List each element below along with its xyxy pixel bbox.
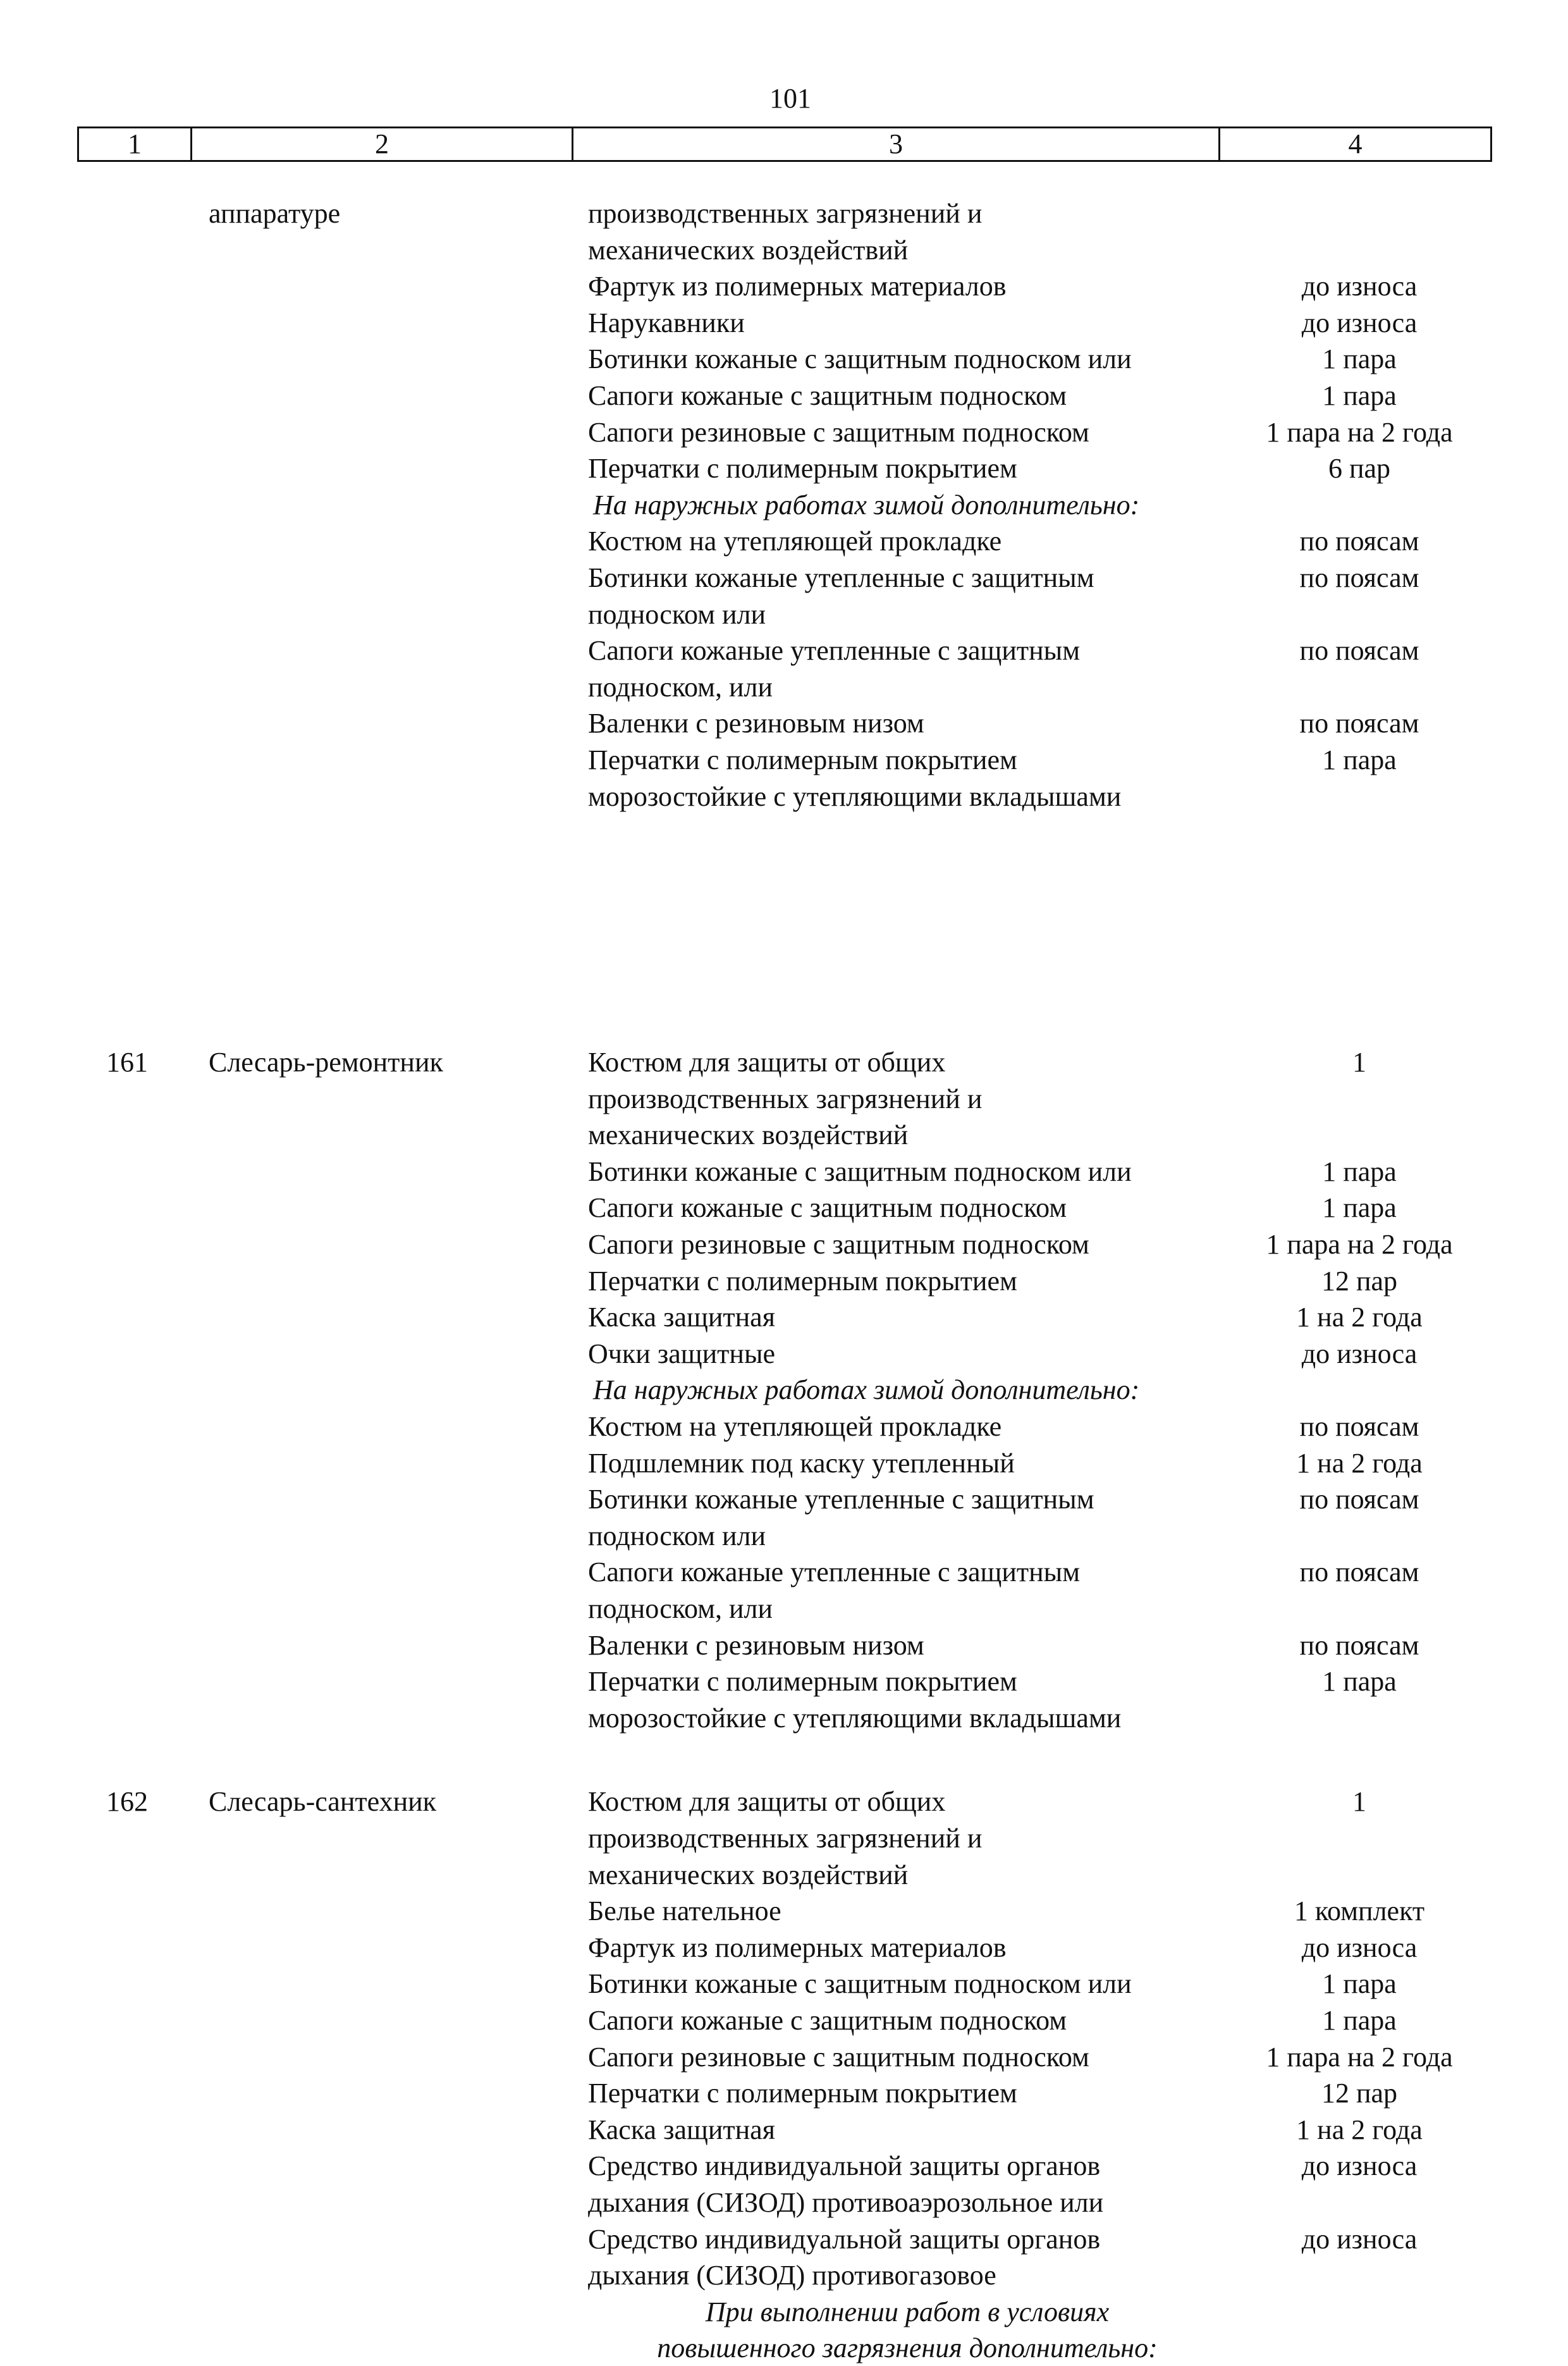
equipment-item: Белье нательное [588,1895,781,1926]
equipment-item: Ботинки кожаные утепленные с защитным [588,562,1094,593]
section-note: повышенного загрязнения дополнительно: [657,2332,1158,2363]
column-header-1: 1 [79,128,192,160]
quantity-norm: 1 пара [1322,1666,1397,1697]
equipment-item: подноском или [588,1520,766,1551]
section-note: При выполнении работ в условиях [705,2296,1110,2327]
quantity-norm: 12 пар [1321,2078,1398,2109]
quantity-norm: по поясам [1299,1484,1419,1515]
item-number: 161 [106,1047,148,1078]
quantity-norm: 1 комплект [1294,1895,1425,1926]
equipment-item: механических воздействий [588,235,909,266]
quantity-norm: по поясам [1299,708,1419,739]
item-number: 162 [106,1786,148,1817]
equipment-item: морозостойкие с утепляющими вкладышами [588,1703,1122,1734]
equipment-item: Средство индивидуальной защиты органов [588,2150,1101,2181]
equipment-item: Сапоги резиновые с защитным подноском [588,2042,1089,2073]
quantity-norm: до износа [1301,2224,1418,2255]
quantity-norm: 1 [1352,1786,1366,1817]
quantity-norm: 1 пара [1322,1192,1397,1223]
page-number: 101 [769,83,811,114]
quantity-norm: 1 пара на 2 года [1266,2042,1453,2073]
equipment-item: подноском, или [588,1593,773,1624]
quantity-norm: до износа [1301,1932,1418,1963]
profession-name: аппаратуре [209,198,341,229]
quantity-norm: 1 пара [1322,2005,1397,2036]
column-header-4: 4 [1348,128,1363,159]
equipment-item: Перчатки с полимерным покрытием [588,1666,1017,1697]
equipment-item: дыхания (СИЗОД) противогазовое [588,2260,996,2291]
quantity-norm: до износа [1301,307,1418,338]
quantity-norm: 1 пара [1322,1156,1397,1187]
profession-name: Слесарь-ремонтник [209,1047,443,1078]
equipment-item: Костюм для защиты от общих [588,1047,946,1078]
equipment-item: Костюм на утепляющей прокладке [588,1411,1002,1442]
equipment-item: Фартук из полимерных материалов [588,1932,1007,1963]
equipment-item: Подшлемник под каску утепленный [588,1448,1015,1479]
equipment-item: Фартук из полимерных материалов [588,271,1007,302]
equipment-item: Каска защитная [588,1302,775,1333]
equipment-item: Валенки с резиновым низом [588,708,924,739]
quantity-norm: 1 пара на 2 года [1266,1229,1453,1260]
equipment-item: подноском, или [588,672,773,703]
equipment-item: Ботинки кожаные утепленные с защитным [588,1484,1094,1515]
equipment-item: подноском или [588,599,766,630]
equipment-item: Сапоги резиновые с защитным подноском [588,417,1089,448]
column-header-2: 2 [192,128,573,160]
quantity-norm: 1 пара [1322,1968,1397,1999]
equipment-item: производственных загрязнений и [588,198,983,229]
equipment-item: морозостойкие с утепляющими вкладышами [588,781,1122,812]
quantity-norm: по поясам [1299,1556,1419,1587]
equipment-item: механических воздействий [588,1119,909,1150]
quantity-norm: 1 на 2 года [1296,1448,1423,1479]
equipment-item: дыхания (СИЗОД) противоаэрозольное или [588,2187,1104,2218]
quantity-norm: по поясам [1299,526,1419,557]
equipment-item: Сапоги резиновые с защитным подноском [588,1229,1089,1260]
quantity-norm: по поясам [1299,562,1419,593]
equipment-item: Средство индивидуальной защиты органов [588,2224,1101,2255]
equipment-item: Сапоги кожаные с защитным подноском [588,380,1067,411]
quantity-norm: 1 пара [1322,343,1397,374]
quantity-norm: 12 пар [1321,1266,1398,1297]
equipment-item: производственных загрязнений и [588,1083,983,1114]
quantity-norm: 1 пара на 2 года [1266,417,1453,448]
quantity-norm: 6 пар [1328,453,1391,484]
equipment-item: Сапоги кожаные с защитным подноском [588,2005,1067,2036]
equipment-item: Костюм на утепляющей прокладке [588,526,1002,557]
section-note: На наружных работах зимой дополнительно: [593,490,1140,521]
equipment-item: Ботинки кожаные с защитным подноском или [588,1968,1132,1999]
equipment-item: Нарукавники [588,307,745,338]
equipment-item: Сапоги кожаные утепленные с защитным [588,1556,1081,1587]
quantity-norm: 1 [1352,1047,1366,1078]
quantity-norm: 1 на 2 года [1296,2114,1423,2145]
quantity-norm: до износа [1301,2150,1418,2181]
equipment-item: Перчатки с полимерным покрытием [588,2078,1017,2109]
column-header-3: 3 [573,128,1220,160]
quantity-norm: по поясам [1299,1630,1419,1661]
section-note: На наружных работах зимой дополнительно: [593,1374,1140,1405]
equipment-item: Перчатки с полимерным покрытием [588,1266,1017,1297]
quantity-norm: по поясам [1299,635,1419,666]
quantity-norm: до износа [1301,271,1418,302]
column-header-row [77,126,1492,162]
equipment-item: Очки защитные [588,1338,776,1369]
quantity-norm: 1 пара [1322,744,1397,775]
equipment-item: Перчатки с полимерным покрытием [588,453,1017,484]
quantity-norm: по поясам [1299,1411,1419,1442]
equipment-item: Сапоги кожаные утепленные с защитным [588,635,1081,666]
quantity-norm: 1 на 2 года [1296,1302,1423,1333]
equipment-item: производственных загрязнений и [588,1823,983,1854]
equipment-item: механических воздействий [588,1859,909,1890]
equipment-item: Каска защитная [588,2114,775,2145]
equipment-item: Перчатки с полимерным покрытием [588,744,1017,775]
equipment-item: Валенки с резиновым низом [588,1630,924,1661]
equipment-item: Ботинки кожаные с защитным подноском или [588,343,1132,374]
profession-name: Слесарь-сантехник [209,1786,437,1817]
equipment-item: Костюм для защиты от общих [588,1786,946,1817]
equipment-item: Ботинки кожаные с защитным подноском или [588,1156,1132,1187]
quantity-norm: 1 пара [1322,380,1397,411]
equipment-item: Сапоги кожаные с защитным подноском [588,1192,1067,1223]
quantity-norm: до износа [1301,1338,1418,1369]
